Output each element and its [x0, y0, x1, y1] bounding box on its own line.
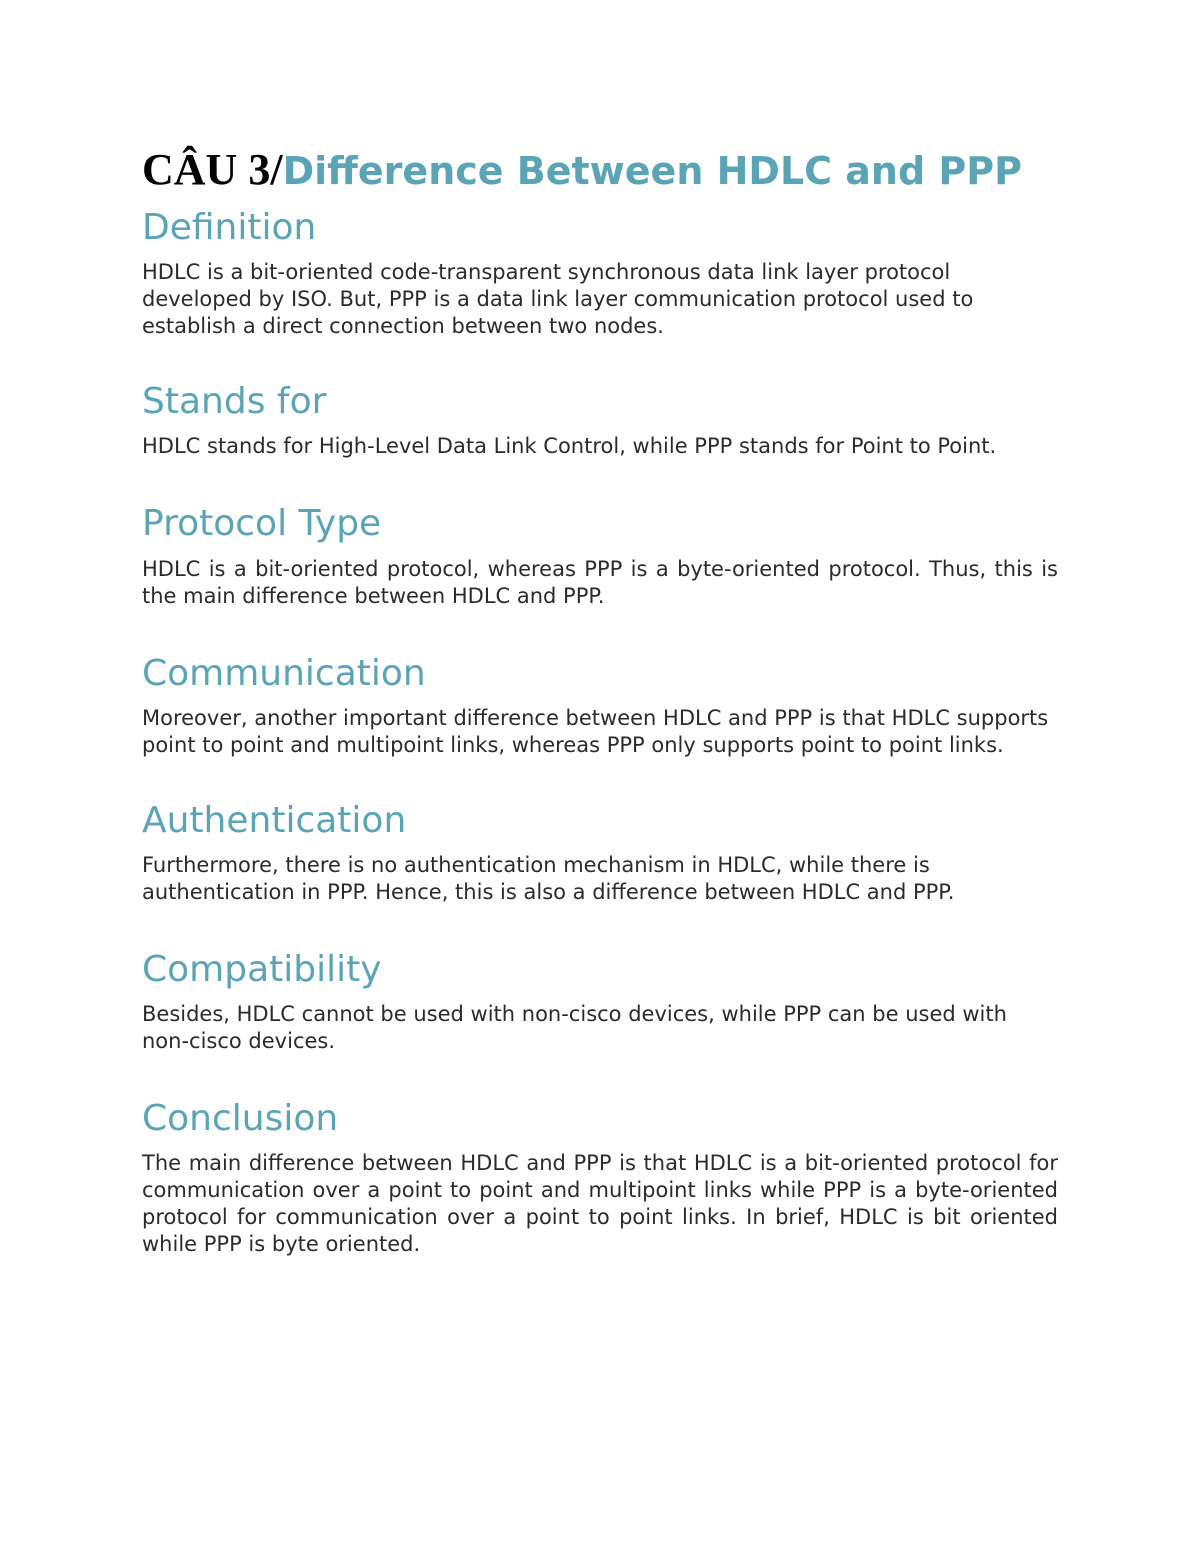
section-body-communication: Moreover, another important difference between HDLC and PPP is that HDLC supports point to point and multipoint links, whereas PPP only supports point to point links. [142, 705, 1049, 757]
section-body-definition: HDLC is a bit-oriented code-transparent synchronous data link layer protocol developed by ISO. But, PPP is a data link layer communication protocol used to establish a direct connection between two nodes. [142, 260, 974, 339]
section-body-stands-for: HDLC stands for High-Level Data Link Control, while PPP stands for Point to Point. [142, 434, 997, 459]
section-body-authentication: Furthermore, there is no authentication mechanism in HDLC, while there is authentication in PPP. Hence, this is also a difference between HDLC and PPP. [142, 852, 955, 904]
section-body-protocol-type: HDLC is a bit-oriented protocol, whereas PPP is a byte-oriented protocol. Thus, this is the main difference between HDLC and PPP. [142, 556, 1058, 608]
section-heading-definition: Definition [142, 207, 317, 248]
title-main: Difference Between HDLC and PPP [282, 149, 1022, 193]
document-title [142, 145, 1058, 194]
section-body-conclusion: The main difference between HDLC and PPP is that HDLC is a bit-oriented protocol for communication over a point to point and multipoint links while PPP is a byte-oriented protocol for communication over a point to point links. In brief, HDLC is bit oriented while PPP is byte oriented. [142, 1151, 1058, 1257]
section-heading-communication: Communication [142, 652, 426, 694]
section-heading-conclusion: Conclusion [142, 1098, 339, 1140]
section-body-compatibility: Besides, HDLC cannot be used with non-cisco devices, while PPP can be used with non-cisco devices. [142, 1002, 1007, 1054]
title-prefix: CÂU 3/ [142, 145, 283, 194]
section-heading-authentication: Authentication [142, 799, 407, 841]
section-heading-protocol-type: Protocol Type [142, 503, 382, 545]
document-page [142, 140, 1058, 1258]
section-heading-stands-for: Stands for [142, 381, 327, 423]
section-heading-compatibility: Compatibility [142, 948, 382, 990]
